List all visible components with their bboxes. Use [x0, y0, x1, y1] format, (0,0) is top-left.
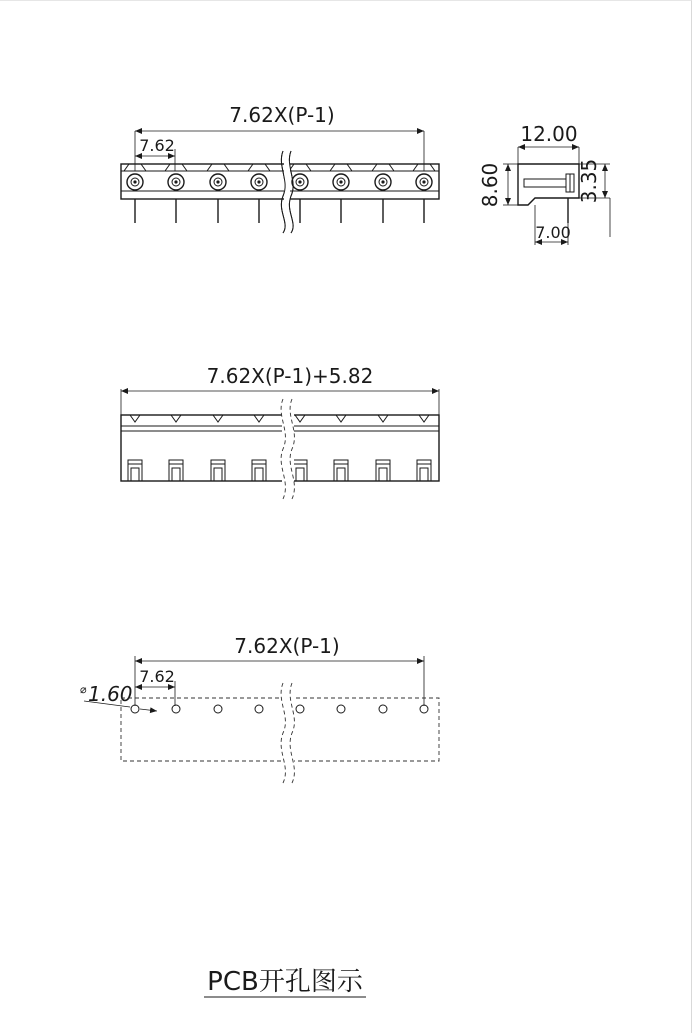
front-pin: [417, 415, 431, 481]
top-pin: [124, 164, 146, 223]
pcb-outline: [121, 698, 439, 761]
hole-diameter-label: 1.60: [88, 682, 133, 706]
front-pin: [376, 415, 390, 481]
pcb-view: [80, 634, 439, 783]
diameter-symbol: ⌀: [80, 683, 87, 696]
side-view: [478, 122, 610, 245]
front-pin: [252, 415, 266, 481]
front-pin: [293, 415, 307, 481]
top-pin: [207, 164, 229, 223]
top-pin: [413, 164, 435, 223]
pcb-hole: [420, 705, 428, 713]
front-pin: [128, 415, 142, 481]
front-pin: [211, 415, 225, 481]
caption: PCB开孔图示: [207, 967, 363, 997]
front-pin: [334, 415, 348, 481]
side-depth-label: 12.00: [520, 122, 578, 146]
top-pin: [372, 164, 394, 223]
front-total-dim-label: 7.62X(P-1)+5.82: [206, 364, 374, 388]
pcb-hole: [379, 705, 387, 713]
pcb-pitch-dim-label: 7.62X(P-1): [234, 634, 340, 658]
pcb-hole-group: [131, 705, 428, 713]
front-pin-group: [128, 415, 431, 481]
technical-drawing: [0, 1, 692, 1034]
top-pitch-dim-label: 7.62X(P-1): [229, 103, 335, 127]
pcb-hole: [172, 705, 180, 713]
pcb-pitch-label: 7.62: [139, 667, 175, 686]
top-pin: [165, 164, 187, 223]
pcb-hole: [337, 705, 345, 713]
top-pin-group: [124, 164, 435, 223]
pcb-hole: [296, 705, 304, 713]
front-pin: [169, 415, 183, 481]
front-view: [121, 364, 439, 499]
pcb-hole: [255, 705, 263, 713]
pcb-hole: [214, 705, 222, 713]
top-pin: [248, 164, 270, 223]
side-pin-depth-label: 7.00: [535, 223, 571, 242]
pcb-hole: [131, 705, 139, 713]
top-pin: [330, 164, 352, 223]
side-pin-height-label: 3.35: [577, 158, 601, 204]
top-pitch-label: 7.62: [139, 136, 175, 155]
top-view: [121, 103, 439, 233]
side-height-label: 8.60: [478, 162, 502, 208]
